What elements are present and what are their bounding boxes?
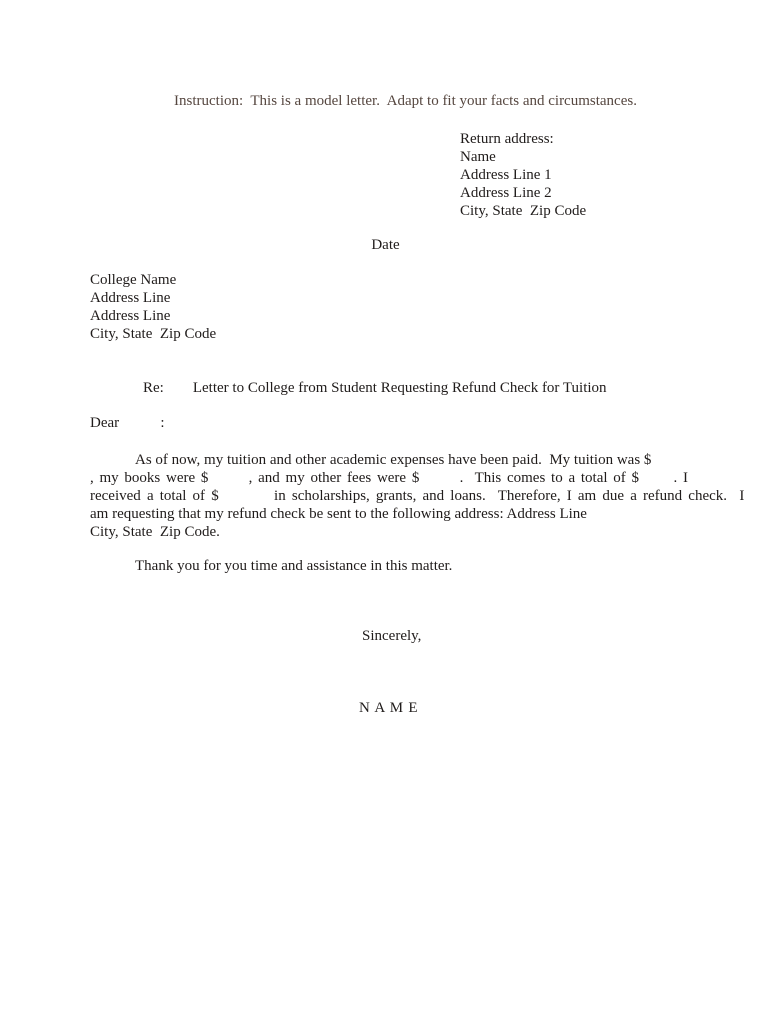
recipient-line: City, State Zip Code [90, 326, 217, 342]
return-address-line: Address Line 2 [460, 185, 552, 201]
recipient-line: College Name [90, 272, 177, 288]
return-address-heading: Return address: [460, 131, 554, 147]
body-line: City, State Zip Code. [90, 524, 220, 540]
salutation: Dear : [90, 415, 165, 431]
recipient-address-block [90, 271, 216, 343]
return-address-line: Address Line 1 [460, 167, 552, 183]
date-placeholder: Date [371, 237, 400, 253]
subject-line [90, 361, 607, 415]
signature-name-placeholder: N A M E [359, 700, 419, 716]
gratitude-line: Thank you for you time and assistance in this matter. [135, 558, 453, 574]
return-address-block [460, 130, 586, 220]
body-line: am requesting that my refund check be sent to the following address: Address Line [90, 506, 587, 522]
closing-sincerely: Sincerely, [362, 628, 422, 644]
recipient-line: Address Line [90, 308, 171, 324]
body-line: As of now, my tuition and other academic expenses have been paid. My tuition was $ [135, 452, 652, 468]
instruction-note: Instruction: This is a model letter. Adapt to fit your facts and circumstances. [174, 93, 637, 109]
return-address-line: Name [460, 149, 496, 165]
return-address-line: City, State Zip Code [460, 203, 587, 219]
body-line: received a total of $ in scholarships, grants, and loans. Therefore, I am due a refund check. I [90, 488, 745, 504]
subject-label: Re: [143, 380, 164, 396]
subject-text: Letter to College from Student Requesting Refund Check for Tuition [192, 380, 607, 396]
recipient-line: Address Line [90, 290, 171, 306]
body-paragraph [90, 451, 745, 541]
body-line: , my books were $ , and my other fees were $ . This comes to a total of $ . I [90, 470, 689, 486]
